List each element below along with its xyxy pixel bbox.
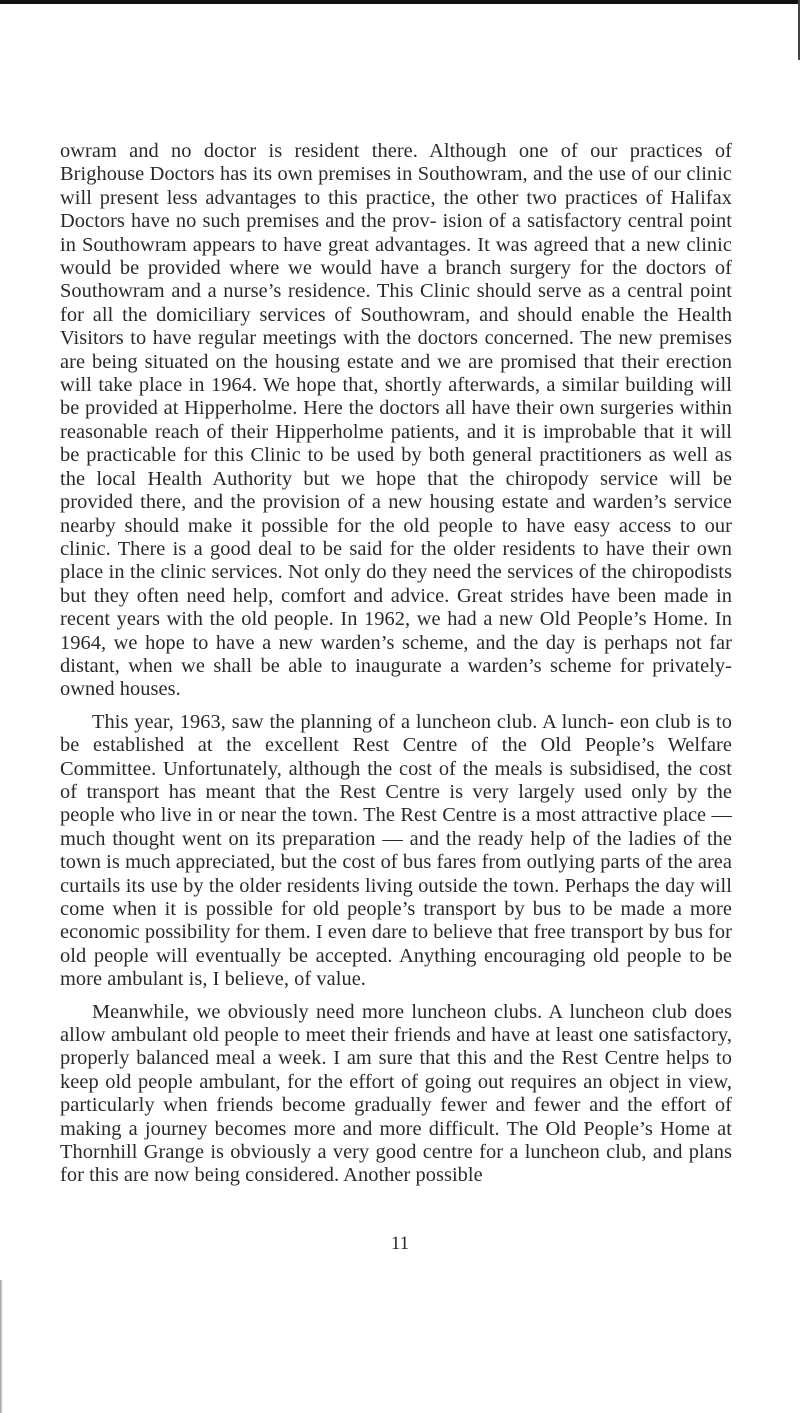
scan-top-edge (0, 0, 800, 4)
page-number: 11 (390, 1233, 410, 1254)
paragraph-more-luncheon-clubs: Meanwhile, we obviously need more luncheon clubs. A luncheon club does allow ambulant old people to meet their friends and have at least one satisfactory, properly balanced meal a week. I am sure that this and the Rest Centre helps to keep old people ambulant, for the effort of going out requires an object in view, particularly when friends become gradually fewer and fewer and the effort of making a journey becomes more and more difficult. The Old People’s Home at Thornhill Grange is obviously a very good centre for a luncheon club, and plans for this are now being considered. Another possible (60, 1000, 732, 1187)
paragraph-clinic-services: owram and no doctor is resident there. Although one of our practices of Brighouse Doctors has its own premises in Southowram, and the use of our clinic will present less advantages to this practice, the other two practices of Halifax Doctors have no such premises and the prov- ision of a satisfactory central point in Southowram appears to have great advantages. It was agreed that a new clinic would be provided where we would have a branch surgery for the doctors of Southowram and a nurse’s residence. This Clinic should serve as a central point for all the domiciliary services of Southowram, and should enable the Health Visitors to have regular meetings with the doctors concerned. The new premises are being situated on the housing estate and we are promised that their erection will take place in 1964. We hope that, shortly afterwards, a similar building will be provided at Hipperholme. Here the doctors all have their own surgeries within reasonable reach of their Hipperholme patients, and it is improbable that it will be practicable for this Clinic to be used by both general practitioners as well as the local Health Authority but we hope that the chiropody service will be provided there, and the provision of a new housing estate and warden’s service nearby should make it possible for the old people to have easy access to our clinic. There is a good deal to be said for the older residents to have their own place in the clinic services. Not only do they need the services of the chiropodists but they often need help, comfort and advice. Great strides have been made in recent years with the old people. In 1962, we had a new Old People’s Home. In 1964, we hope to have a new warden’s scheme, and the day is perhaps not far distant, when we shall be able to inaugurate a warden’s scheme for privately-owned houses. (60, 140, 732, 701)
document-page (60, 140, 732, 1188)
paragraph-luncheon-club-planning: This year, 1963, saw the planning of a luncheon club. A lunch- eon club is to be established at the excellent Rest Centre of the Old People’s Welfare Committee. Unfortunately, although the cost of the meals is subsidised, the cost of transport has meant that the Rest Centre is very largely used only by the people who live in or near the town. The Rest Centre is a most attractive place — much thought went on its preparation — and the ready help of the ladies of the town is much appreciated, but the cost of bus fares from outlying parts of the area curtails its use by the older residents living outside the town. Perhaps the day will come when it is possible for old people’s transport by bus to be made a more economic possibility for them. I even dare to believe that free transport by bus for old people will eventually be accepted. Anything encouraging old people to be more ambulant is, I believe, of value. (60, 710, 732, 991)
scan-left-edge-shadow (0, 1280, 3, 1413)
